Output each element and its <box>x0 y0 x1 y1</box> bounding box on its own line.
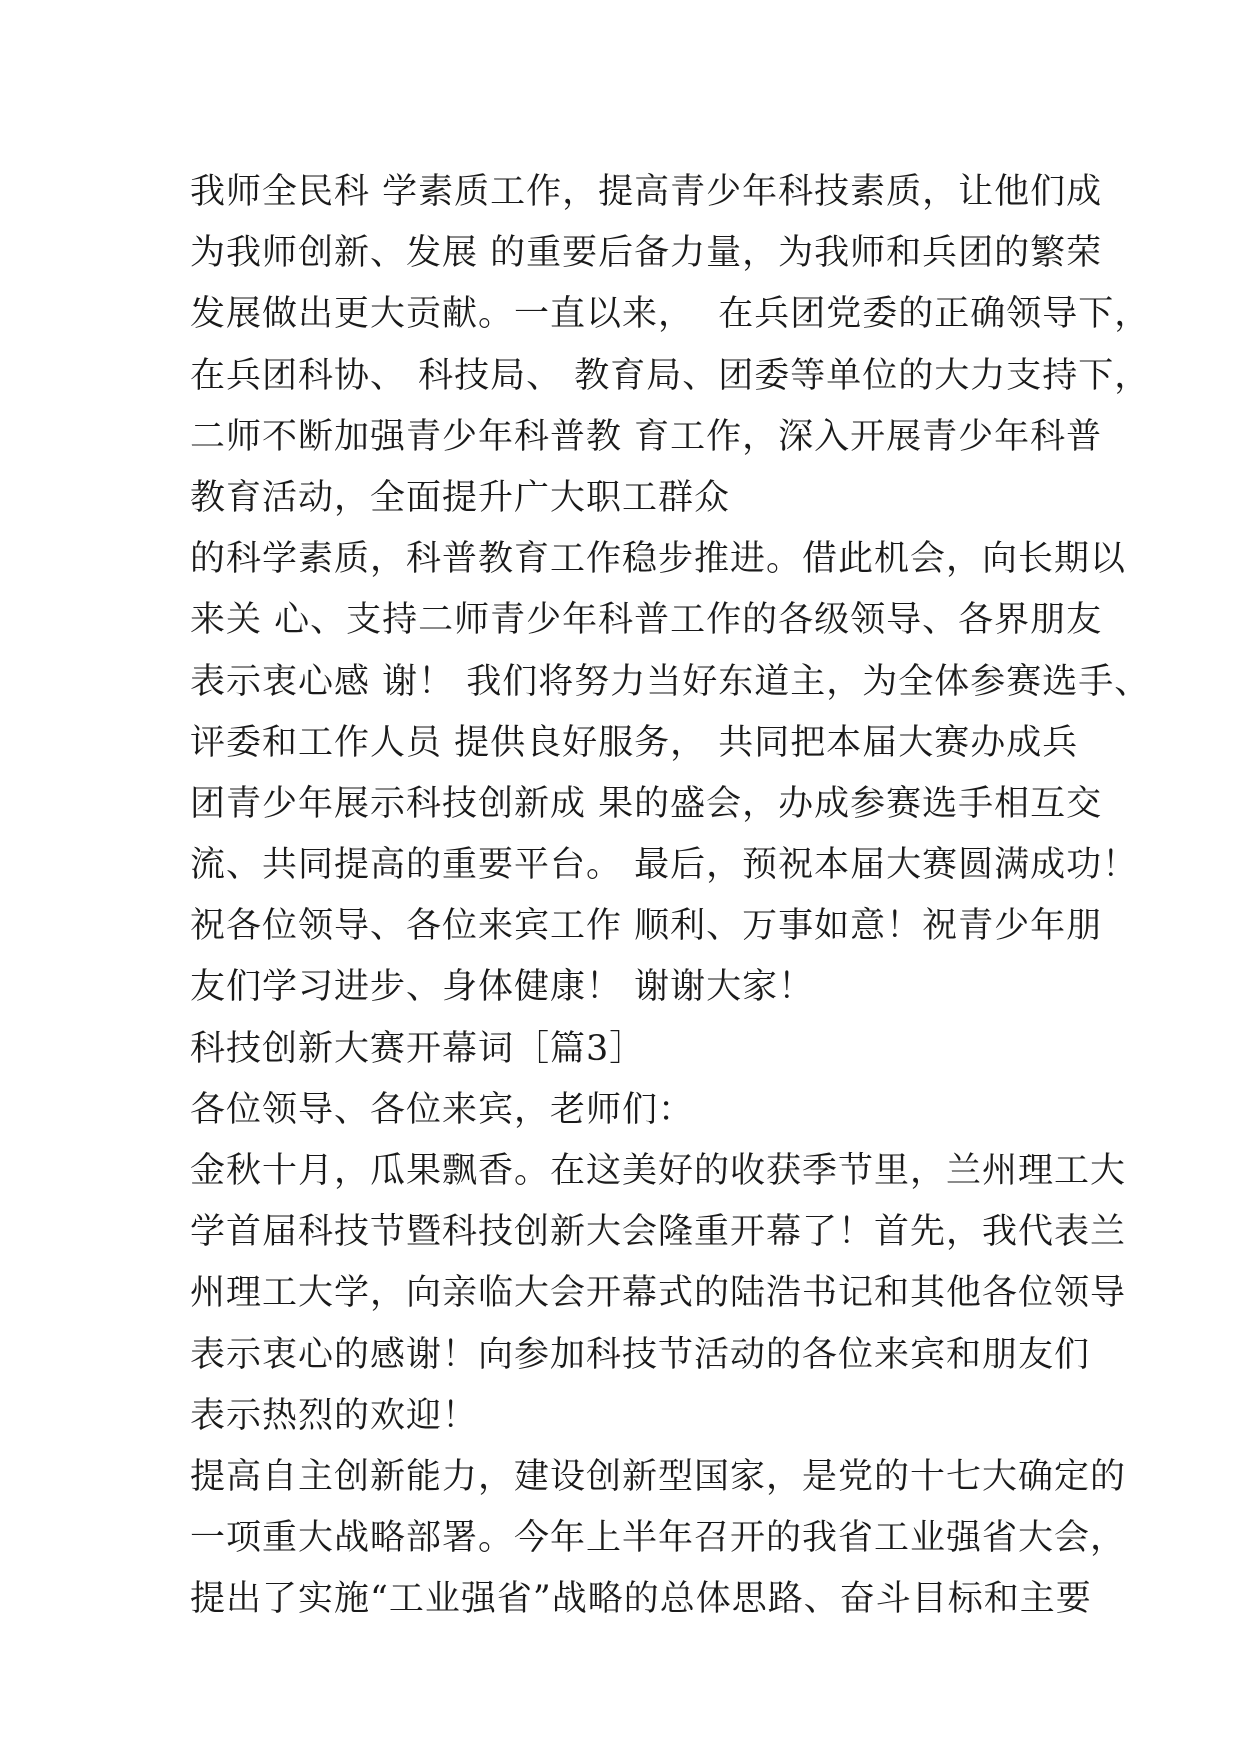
text-line: 表示热烈的欢迎！ <box>190 1395 479 1436</box>
text-line: 提出了实施“工业强省”战略的总体思路、奋斗目标和主要 <box>190 1579 1092 1620</box>
text-line: 教育活动，全面提升广大职工群众 <box>190 477 731 518</box>
text-line: 为我师创新、发展 的重要后备力量，为我师和兵团的繁荣 <box>190 233 1103 274</box>
text-line: 发展做出更大贡献。一直以来， 在兵团党委的正确领导下， <box>190 294 1151 335</box>
text-line: 表示衷心感 谢！ 我们将努力当好东道主，为全体参赛选手、 <box>190 661 1151 702</box>
text-line: 团青少年展示科技创新成 果的盛会，办成参赛选手相互交 <box>190 783 1103 824</box>
document-body <box>190 162 1190 1631</box>
text-line: 在兵团科协、 科技局、 教育局、团委等单位的大力支持下， <box>190 355 1151 396</box>
text-line: 我师全民科 学素质工作，提高青少年科技素质，让他们成 <box>190 172 1103 212</box>
text-line: 表示衷心的感谢！向参加科技节活动的各位来宾和朋友们 <box>190 1334 1091 1375</box>
text-line: 州理工大学，向亲临大会开幕式的陆浩书记和其他各位领导 <box>190 1273 1127 1314</box>
text-line: 金秋十月，瓜果飘香。在这美好的收获季节里，兰州理工大 <box>190 1151 1127 1191</box>
section-heading: 科技创新大赛开幕词［篇3］ <box>190 1028 646 1069</box>
text-line: 祝各位领导、各位来宾工作 顺利、万事如意！祝青少年朋 <box>190 906 1103 947</box>
salutation: 各位领导、各位来宾，老师们： <box>190 1089 695 1130</box>
text-line: 提高自主创新能力，建设创新型国家，是党的十七大确定的 <box>190 1456 1127 1497</box>
text-line: 学首届科技节暨科技创新大会隆重开幕了！首先，我代表兰 <box>190 1212 1127 1253</box>
text-line: 流、共同提高的重要平台。 最后，预祝本届大赛圆满成功！ <box>190 845 1139 886</box>
text-line: 一项重大战略部署。今年上半年召开的我省工业强省大会， <box>190 1518 1127 1559</box>
text-line: 的科学素质，科普教育工作稳步推进。借此机会，向长期以 <box>190 539 1127 580</box>
text-line: 二师不断加强青少年科普教 育工作，深入开展青少年科普 <box>190 416 1103 457</box>
text-line: 友们学习进步、身体健康！ 谢谢大家！ <box>190 967 815 1008</box>
text-line: 来关 心、支持二师青少年科普工作的各级领导、各界朋友 <box>190 600 1103 641</box>
text-line: 评委和工作人员 提供良好服务， 共同把本届大赛办成兵 <box>190 722 1079 763</box>
